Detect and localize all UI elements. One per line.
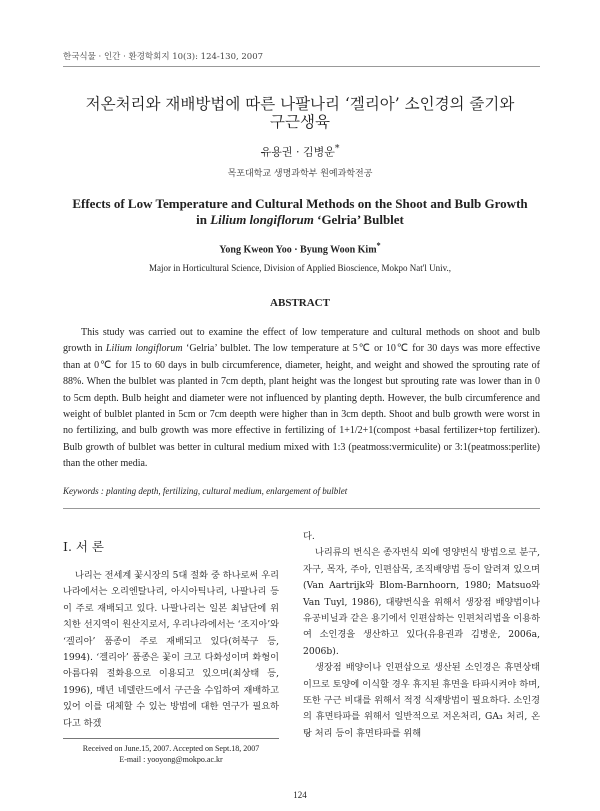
- english-title-in: in: [196, 212, 207, 227]
- english-author-names: Yong Kweon Yoo · Byung Woon Kim: [219, 244, 377, 256]
- korean-title-line-1: 저온처리와 재배방법에 따른 나팔나리 ‘겔리아’ 소인경의 줄기와: [85, 95, 515, 113]
- keywords: Keywords : planting depth, fertilizing, cultural medium, enlargement of bulblet: [63, 486, 348, 496]
- footnote-email: E-mail : yooyong@mokpo.ac.kr: [119, 755, 223, 764]
- english-title-line-1: Effects of Low Temperature and Cultural Methods on the Shoot and Bulb Growth: [72, 196, 528, 211]
- intro-continuation: 다.: [303, 531, 315, 542]
- abstract-body: [63, 325, 540, 473]
- english-title: [60, 196, 540, 228]
- right-column: [303, 529, 540, 742]
- korean-author-names: 유용권 · 김병운: [260, 145, 335, 159]
- journal-header: 한국식물 · 인간 · 환경학회지 10(3): 124-130, 2007: [63, 52, 264, 62]
- left-column: [63, 568, 279, 732]
- header-rule: [63, 66, 540, 67]
- abstract-heading: ABSTRACT: [270, 297, 330, 309]
- english-title-species: Lilium longiflorum: [210, 212, 314, 227]
- abstract-species: Lilium longiflorum: [105, 343, 183, 355]
- english-corresponding-mark: *: [376, 241, 381, 250]
- page-number: 124: [293, 790, 307, 800]
- abstract-bottom-rule: [63, 508, 540, 509]
- english-title-line-2: [60, 212, 540, 228]
- intro-paragraph-1: 나리는 전세계 꽃시장의 5대 절화 중 하나로써 우리나라에서는 오리엔탈나리, 아시아틱나리, 나팔나리 등이 주로 재배되고 있다. 나팔나리는 일본 최남단에 위치한 선지역이 원산지로서, 우리나라에서는 ‘조지아’와 ‘겔리아’ 품종이 주로 재배되고 있다(허북구 등, 1994). ‘겔리아’ 품종은 꽃이 크고 다화성이며 화형이 아름다워 절화용으로 이용되고 있으며(최상태 등, 1996), 매년 네델란드에서 구근을 수입하여 재배하고 있어 이를 대체할 수 있는 방법에 대한 연구가 필요하다고 하겠: [63, 570, 279, 729]
- abstract-text-2: ‘Gelria’ bulblet. The low temperature at 5℃ or 10℃ for 30 days was more effective than at 0℃ for 15 to 60 days in bulb circumference, diameter, height, and weight and showed the sprouting rate of 88%. When the bulblet was planted in 7cm depth, plant height was the longest but sprouting rate was lower than in 0 to 5cm depth. Bulb height and diameter were not influenced by planting depth. However, the bulb circumference and weight of bulblet planted in 5cm or 7cm deepth were higher than in 3cm depth. Shoot and bulb growth were worst in no fertilizing, and bulb growth was more effective in fertilizing of 1+1/2+1(compost +basal fertilizer+top fertilizer). Bulb growth of bulblet was better in cultural medium mixed with 1:3 (peatmoss:vermiculite) or 3:1(peatmoss:perlite) than the other media.: [63, 343, 541, 470]
- english-title-cultivar: ‘Gelria’ Bulblet: [317, 212, 404, 227]
- english-affiliation: Major in Horticultural Science, Division of Applied Bioscience, Mokpo Nat'l Univ.,: [149, 263, 451, 273]
- abstract-text-1: This study was carried out to examine the effect of low temperature and cultural methods on shoot and bulb growth in: [63, 327, 540, 355]
- footnote-rule: [63, 738, 279, 739]
- corresponding-author-mark: *: [334, 143, 340, 154]
- footnote: [63, 743, 279, 765]
- intro-paragraph-3: 생장점 배양이나 인편삽으로 생산된 소인경은 휴면상태이므로 토양에 이식할 경우 휴지된 휴면을 타파시켜야 하며, 또한 구근 비대를 위해서 적정 식재방법이 필요하다. 소인경의 휴면타파를 위해서 일반적으로 저온처리, GA₃ 처리, 온탕 처리 등이 휴면타파를 위해: [303, 662, 540, 739]
- section-heading-introduction: Ⅰ. 서 론: [63, 539, 105, 554]
- korean-affiliation: 목포대학교 생명과학부 원예과학전공: [227, 169, 373, 179]
- intro-paragraph-2: 나리류의 번식은 종자번식 외에 영양번식 방법으로 분구, 자구, 목자, 주아, 인편삽목, 조직배양법 등이 알려져 있으며(Van Aartrijk와 Blom-Barnhoorn, 1980; Matsuo와 Van Tuyl, 1986), 대량번식을 위해서 생장점 배양법이나 유공비닐과 같은 용기에서 인편삽하는 인편처리법을 이용하여 소인경을 생산하고 있다(유용권과 김병운, 2006a, 2006b).: [303, 547, 540, 657]
- footnote-received: Received on June.15, 2007. Accepted on Sept.18, 2007: [82, 744, 260, 753]
- english-authors: [0, 241, 600, 255]
- korean-title: [60, 95, 540, 131]
- korean-title-line-2: 구근생육: [270, 113, 330, 131]
- korean-authors: [0, 143, 600, 160]
